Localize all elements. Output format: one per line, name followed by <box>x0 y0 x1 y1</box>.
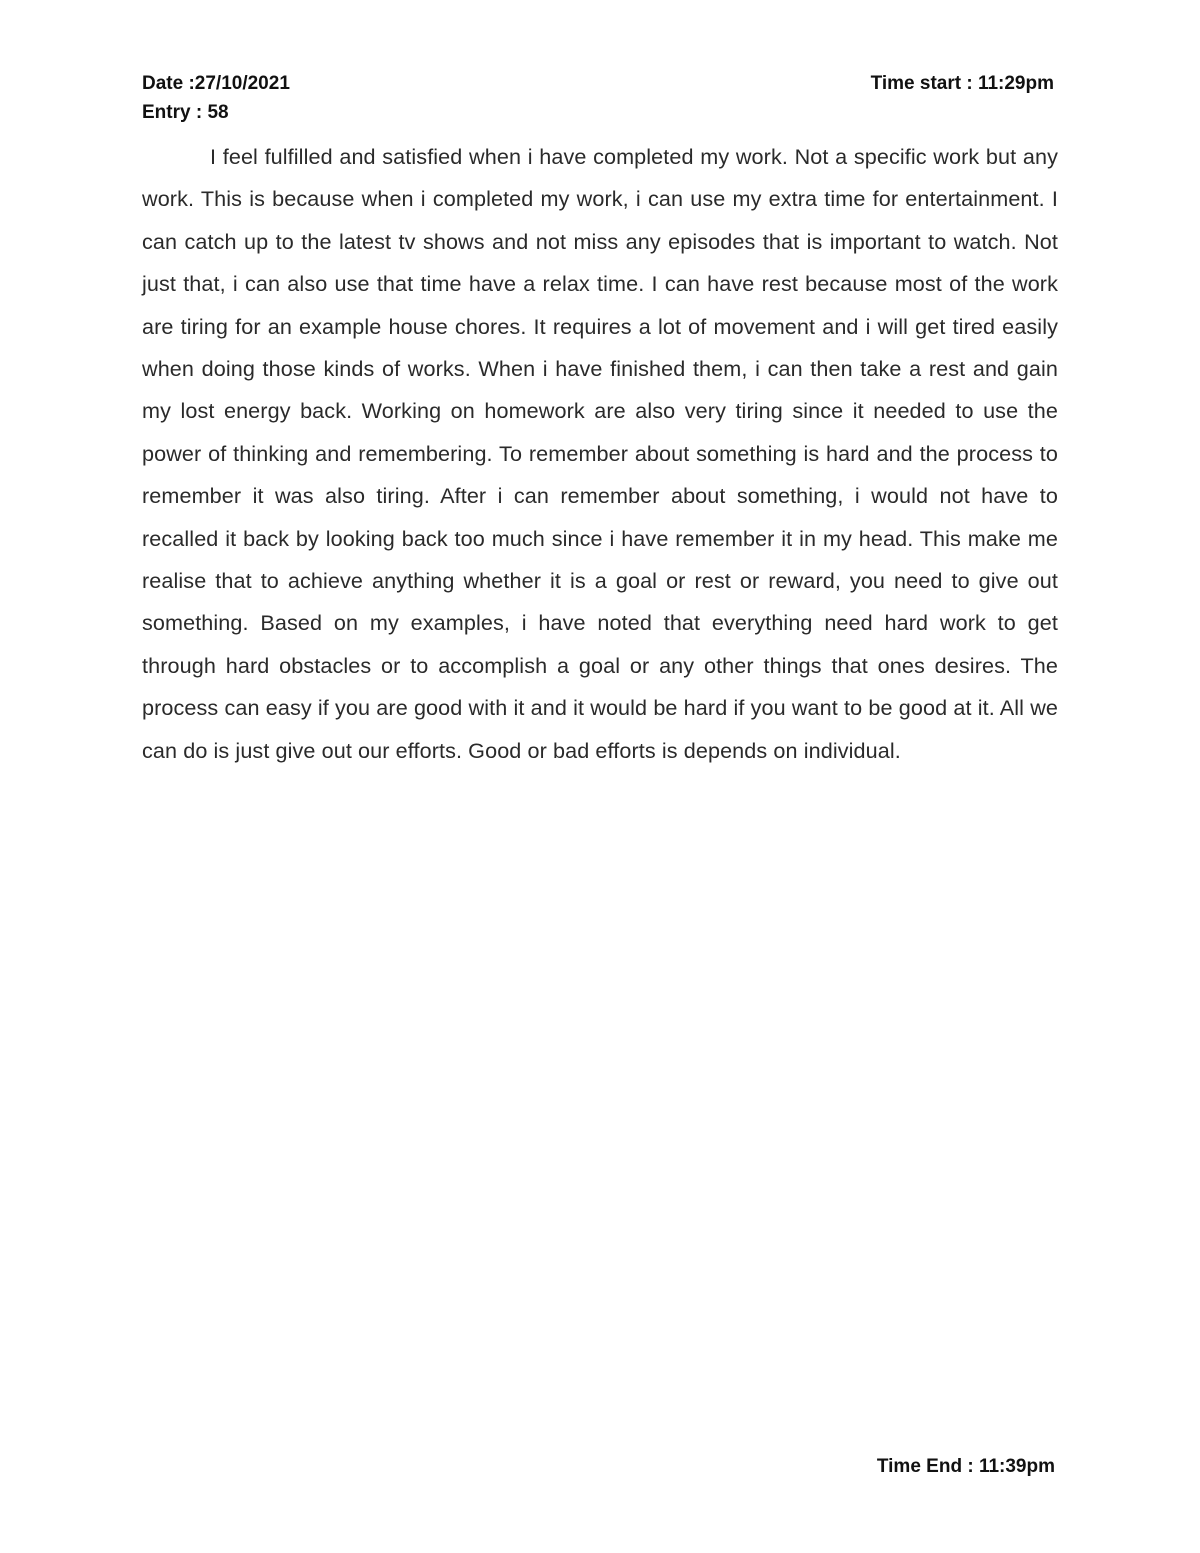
time-end: Time End : 11:39pm <box>876 1456 1055 1477</box>
entry-number: Entry : 58 <box>142 102 229 123</box>
entry-date: Date :27/10/2021 <box>142 73 290 94</box>
time-start: Time start : 11:29pm <box>870 73 1054 94</box>
journal-paragraph: I feel fulfilled and satisfied when i have completed my work. Not a specific work but any work. This is because when i completed my work, i can use my extra time for entertainment. I can catch up to the latest tv shows and not miss any episodes that is important to watch. Not just that, i can also use that time have a relax time. I can have rest because most of the work are tiring for an example house chores. It requires a lot of movement and i will get tired easily when doing those kinds of works. When i have finished them, i can then take a rest and gain my lost energy back. Working on homework are also very tiring since it needed to use the power of thinking and remembering. To remember about something is hard and the process to remember it was also tiring. After i can remember about something, i would not have to recalled it back by looking back too much since i have remember it in my head. This make me realise that to achieve anything whether it is a goal or rest or reward, you need to give out something. Based on my examples, i have noted that everything need hard work to get through hard obstacles or to accomplish a goal or any other things that ones desires. The process can easy if you are good with it and it would be hard if you want to be good at it. All we can do is just give out our efforts. Good or bad efforts is depends on individual. <box>142 144 1058 763</box>
